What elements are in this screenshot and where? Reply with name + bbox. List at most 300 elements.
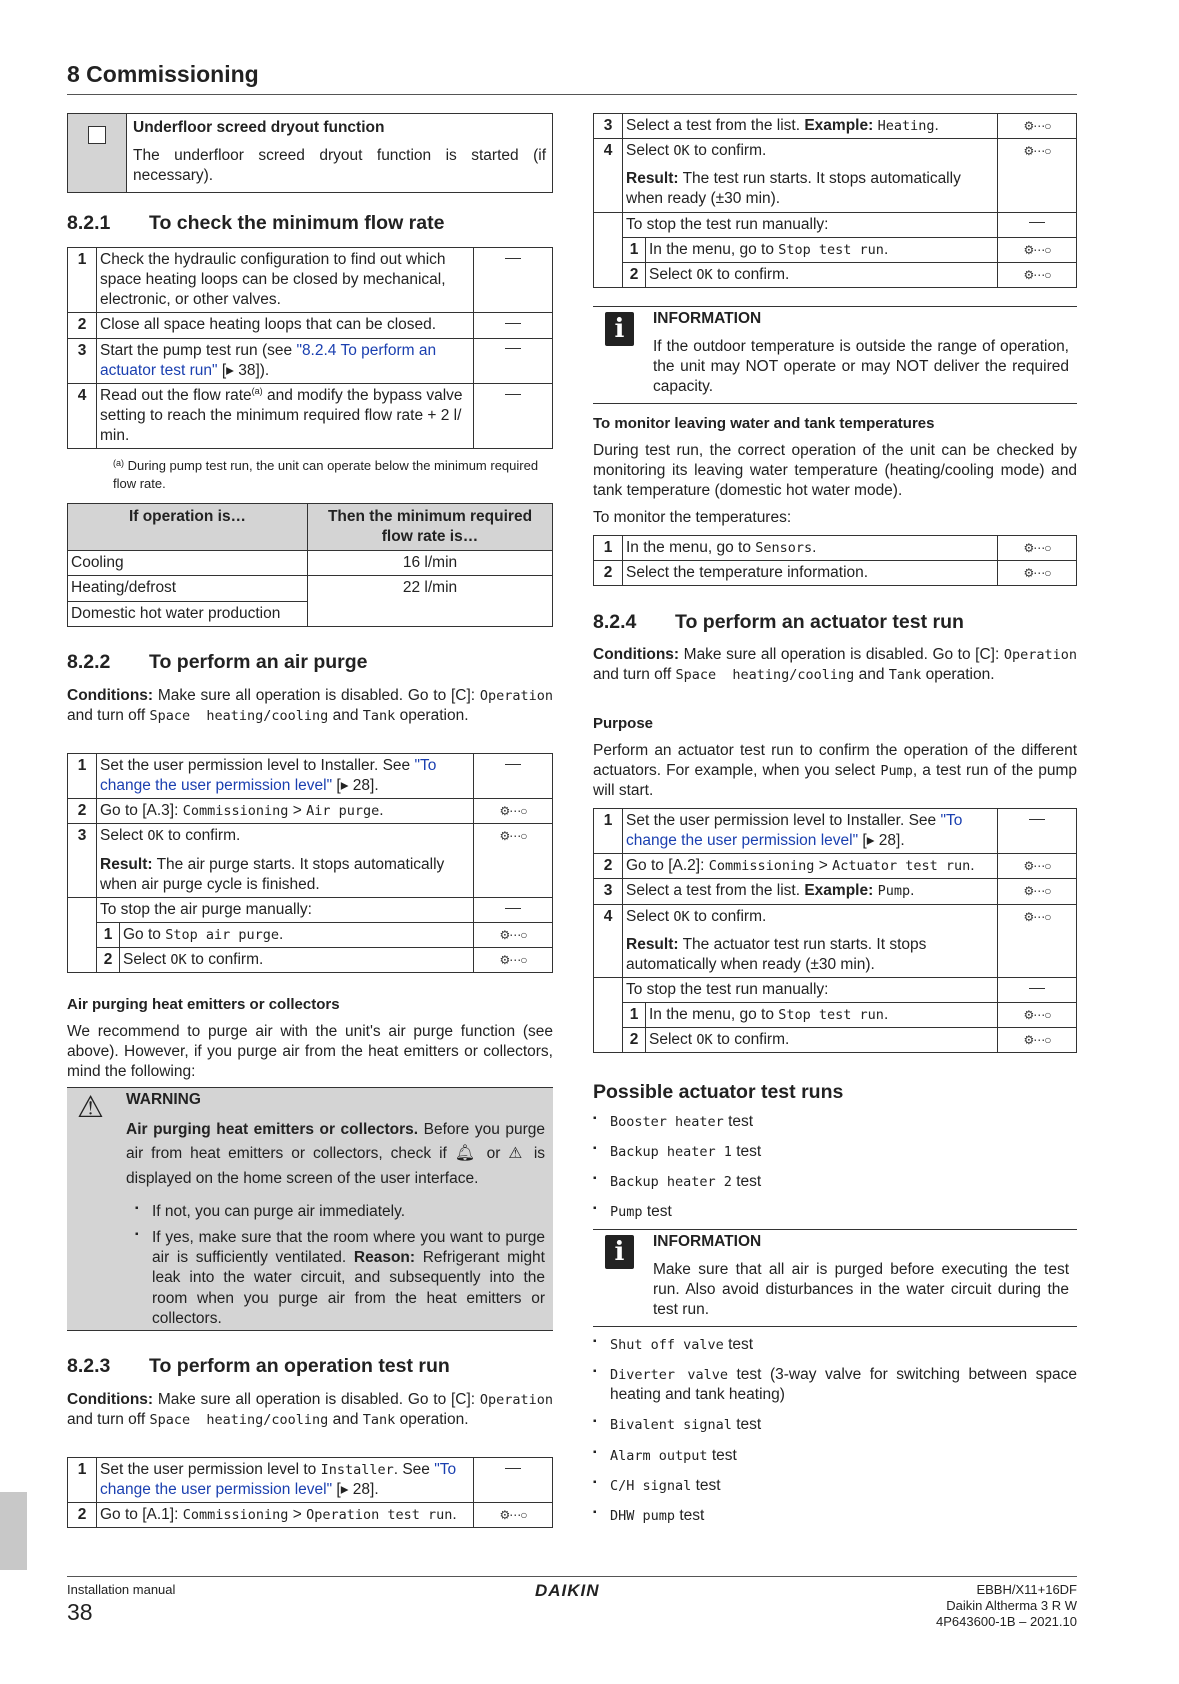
table-cell: 16 l/min: [308, 551, 553, 576]
menu-text: OK: [147, 828, 164, 845]
text-span: to confirm.: [712, 1031, 790, 1049]
warning-bullets: [135, 1202, 545, 1339]
dial-icon: ⚙⋯○: [1023, 267, 1051, 282]
sub-step-number: 2: [623, 262, 646, 287]
menu-text: DHW pump: [610, 1507, 676, 1524]
dial-icon: ⚙⋯○: [1023, 884, 1051, 899]
text-span: Before you purge air from heat emitters or collectors, check if: [126, 1121, 545, 1163]
ui-dial-cell: [998, 854, 1077, 879]
sub-step-number: 1: [623, 1003, 646, 1028]
flow-rate-steps-table: [67, 247, 553, 449]
text-span: Go to: [123, 925, 166, 943]
step-number: 1: [68, 1458, 97, 1503]
menu-text: Operation: [479, 688, 553, 704]
column-header: If operation is…: [68, 504, 308, 551]
sub-step-text: [120, 948, 474, 973]
text-span: Go to [A.3]:: [100, 802, 183, 820]
text-span: test: [731, 1143, 762, 1161]
information-box: [593, 1229, 1077, 1327]
text-span: Read out the flow rate: [100, 387, 252, 404]
ui-dial-cell: [474, 799, 553, 824]
text-span: to confirm.: [689, 142, 767, 160]
text-span: Select a test from the list.: [626, 117, 805, 134]
dash-icon: [505, 348, 521, 349]
text-span: .: [452, 1506, 457, 1524]
table-row: [594, 1028, 1077, 1053]
no-ui-cell: [998, 809, 1077, 854]
list-item: [593, 1142, 1077, 1162]
emitters-heading: Air purging heat emitters or collectors: [67, 996, 340, 1013]
step-number: 3: [68, 338, 97, 383]
purpose-heading: Purpose: [593, 715, 654, 732]
menu-text: Diverter valve: [610, 1367, 728, 1384]
text-span: . See: [393, 1461, 435, 1478]
menu-text: Backup heater 1: [610, 1144, 732, 1161]
result-text: The actuator test run starts. It stops automatically when ready (±30 min).: [626, 935, 927, 973]
text-span: test: [731, 1173, 762, 1191]
step-number: 3: [594, 114, 623, 139]
sub-step-number: 1: [97, 922, 120, 947]
no-ui-cell: [474, 313, 553, 338]
conditions-label: Conditions:: [593, 646, 680, 663]
monitor-text: During test run, the correct operation of the unit can be checked by monitoring its leaving water temperature (heating/cooling mode) and tank temperature (domestic hot water mode).: [593, 442, 1077, 500]
text-span: [▸ 38]).: [217, 361, 270, 379]
purpose-text: [593, 741, 1077, 801]
list-item: [593, 1172, 1077, 1192]
menu-text: OK: [673, 908, 690, 925]
table-cell: Cooling: [68, 551, 308, 576]
ui-dial-cell: [998, 114, 1077, 139]
dial-icon: ⚙⋯○: [1023, 541, 1051, 555]
dial-icon: ⚙⋯○: [499, 829, 527, 844]
checkbox-icon[interactable]: [88, 126, 106, 144]
section-number: 8.2.3: [67, 1355, 111, 1377]
menu-text: Heating: [877, 118, 935, 134]
ui-dial-cell: [998, 904, 1077, 977]
menu-text: Stop test run: [778, 241, 884, 258]
dash-icon: [505, 258, 521, 259]
step-text: [623, 879, 998, 904]
ui-dial-cell: [474, 922, 553, 947]
menu-text: Booster heater: [610, 1114, 724, 1130]
table-row: [594, 262, 1077, 287]
dash-icon: [505, 1468, 521, 1469]
table-row: [68, 799, 553, 824]
step-number: 4: [594, 139, 623, 212]
dash-icon: [1029, 988, 1045, 989]
table-row: [68, 1458, 553, 1503]
warning-text: [126, 1118, 545, 1191]
menu-text: Pump: [877, 883, 911, 900]
ui-dial-cell: [998, 262, 1077, 287]
step-number: 1: [594, 536, 623, 561]
sub-step-number: 1: [623, 237, 646, 262]
text-span: .: [379, 802, 384, 820]
dash-icon: [505, 394, 521, 395]
sub-step-number: 2: [97, 948, 120, 973]
step-number: 3: [68, 824, 97, 897]
list-item: [593, 1506, 1077, 1526]
step-text: [97, 1458, 474, 1503]
permission-link[interactable]: "To change the user permission level": [100, 1461, 457, 1499]
menu-text: Space heating/cooling: [149, 1412, 329, 1429]
menu-text: OK: [170, 952, 187, 969]
checkbox-cell: [68, 114, 127, 193]
table-cell: 22 l/min: [308, 576, 553, 626]
footer-rule: [67, 1576, 1077, 1577]
column-header: Then the minimum required flow rate is…: [308, 504, 553, 551]
info-text: Make sure that all air is purged before executing the test run. Also avoid disturbances in the water circuit during the test run.: [653, 1261, 1069, 1319]
table-row: [68, 754, 553, 799]
dial-icon: ⚙⋯○: [1023, 909, 1051, 924]
text-span: .: [934, 117, 939, 134]
menu-text: Backup heater 2: [610, 1174, 732, 1191]
table-row: [594, 879, 1077, 904]
table-cell: Heating/defrost: [68, 576, 308, 601]
footnote: [113, 457, 543, 492]
result-text: The air purge starts. It stops automatically when air purge cycle is finished.: [100, 855, 445, 893]
monitor-steps-table: [593, 535, 1077, 586]
text-span: and: [854, 666, 889, 684]
step-text: [97, 383, 474, 449]
menu-text: Commissioning: [708, 858, 815, 875]
menu-text: Tank: [888, 667, 922, 684]
table-row: [68, 824, 553, 897]
table-row: [594, 212, 1077, 237]
text-span: >: [288, 1506, 307, 1524]
text-span: is displayed on the home screen of the user interface.: [126, 1145, 546, 1187]
sub-step-text: [646, 1003, 998, 1028]
info-text: If the outdoor temperature is outside the range of operation, the unit may NOT operate or may NOT deliver the required capacity.: [653, 338, 1069, 396]
result-label: Result:: [626, 170, 679, 188]
result-label: Result:: [626, 935, 679, 953]
footnote-ref: (a): [251, 385, 263, 396]
text-span: Select: [649, 265, 697, 283]
list-item: ▪ If not, you can purge air immediately.: [135, 1202, 545, 1222]
table-row: [594, 1003, 1077, 1028]
text-span: operation.: [395, 707, 469, 725]
step-number: 4: [594, 904, 623, 977]
dial-icon: ⚙⋯○: [499, 953, 527, 968]
permission-link[interactable]: "To change the user permission level": [100, 757, 437, 795]
no-ui-cell: [474, 1458, 553, 1503]
dial-icon: ⚙⋯○: [1023, 242, 1051, 257]
dial-icon: ⚙⋯○: [1023, 144, 1051, 159]
table-row: [68, 551, 553, 576]
text-span: Make sure all operation is disabled. Go to [C]:: [153, 687, 480, 704]
list-item: [593, 1335, 1077, 1355]
table-row: [594, 536, 1077, 561]
sub-step-text: [646, 262, 998, 287]
step-number: 3: [594, 879, 623, 904]
text-span: test: [723, 1336, 754, 1353]
text-span: to confirm.: [186, 951, 264, 969]
dash-icon: [505, 764, 521, 765]
text-span: and: [328, 707, 363, 725]
footer-doc-id: 4P643600-1B – 2021.10: [936, 1614, 1077, 1629]
text-span: to confirm.: [163, 827, 241, 845]
text-span: Select: [626, 907, 674, 925]
dial-icon: ⚙⋯○: [1023, 119, 1051, 133]
table-row: [68, 338, 553, 383]
step-text: [97, 338, 474, 383]
text-span: Select: [649, 1031, 697, 1049]
text-span: Select a test from the list.: [626, 882, 805, 900]
text-span: .: [970, 857, 975, 875]
table-row: [594, 854, 1077, 879]
actuator-test-link[interactable]: "8.2.4 To perform an actuator test run": [100, 341, 437, 379]
dial-icon: ⚙⋯○: [499, 1508, 527, 1523]
menu-text: OK: [696, 1032, 713, 1049]
test-runs-list-1: [593, 1112, 1077, 1233]
sub-step-text: [120, 922, 474, 947]
text-span: In the menu, go to: [649, 1006, 779, 1024]
step-number: 1: [68, 248, 97, 313]
step-number: 1: [594, 809, 623, 854]
dial-icon: ⚙⋯○: [1023, 1008, 1051, 1023]
screed-content: [127, 114, 553, 193]
menu-text: Commissioning: [182, 1507, 289, 1524]
ui-dial-cell: [998, 1003, 1077, 1028]
text-span: Make sure all operation is disabled. Go to [C]:: [153, 1391, 480, 1408]
text-span: test: [731, 1416, 762, 1434]
text-span: test: [675, 1506, 705, 1524]
text-span: and modify the bypass valve setting to reach the minimum required flow rate + 2 l/ min.: [100, 387, 463, 445]
ui-dial-cell: [998, 1028, 1077, 1053]
info-title: INFORMATION: [653, 310, 762, 327]
no-ui-cell: [474, 338, 553, 383]
menu-text: Space heating/cooling: [149, 708, 329, 725]
text-span: and turn off: [67, 707, 150, 725]
step-text: [623, 114, 998, 139]
text-span: Make sure all operation is disabled. Go to [C]:: [679, 646, 1004, 663]
brand-logo: DAIKIN: [535, 1581, 600, 1600]
step-number: 2: [68, 1503, 97, 1528]
ui-dial-cell: [998, 237, 1077, 262]
step-text: Select the temperature information.: [623, 561, 998, 586]
text-span: [▸ 28].: [332, 777, 379, 795]
conditions-label: Conditions:: [67, 687, 154, 704]
result-text: The test run starts. It stops automatically when ready (±30 min).: [626, 170, 961, 208]
text-span: operation.: [921, 666, 995, 684]
text-span: .: [812, 539, 817, 556]
text-span: Go to [A.2]:: [626, 857, 709, 875]
table-cell: Domestic hot water production: [68, 601, 308, 626]
list-item: [593, 1415, 1077, 1435]
text-span: test (3-way valve for switching between space heating and tank heating): [610, 1366, 1078, 1404]
warning-bold: Air purging heat emitters or collectors.: [126, 1121, 419, 1138]
text-span: Perform an actuator test run to confirm the operation of the different actuators. For example, when you select: [593, 742, 1077, 780]
ui-dial-cell: [998, 536, 1077, 561]
screed-table: [67, 113, 553, 193]
step-text: [97, 754, 474, 799]
text-span: .: [883, 1006, 889, 1024]
test-runs-list-2: [593, 1335, 1077, 1536]
table-row: [594, 561, 1077, 586]
menu-text: Pump: [880, 763, 913, 780]
step-text: [623, 139, 998, 212]
no-ui-cell: [474, 248, 553, 313]
list-item: [135, 1228, 545, 1329]
menu-text: Actuator test run: [832, 858, 971, 875]
information-box: [593, 306, 1077, 404]
step-text: [623, 536, 998, 561]
side-tab: [0, 1492, 27, 1570]
table-row: [594, 977, 1077, 1002]
text-span: Select: [626, 142, 674, 160]
footer-model: EBBH/X11+16DF: [976, 1582, 1077, 1597]
example-label: Example:: [804, 117, 874, 134]
table-row: [594, 904, 1077, 977]
section-title: To perform an operation test run: [149, 1355, 450, 1377]
monitor-lead: To monitor the temperatures:: [593, 509, 792, 526]
dash-icon: [505, 908, 521, 909]
sub-step-text: [646, 237, 998, 262]
ui-dial-cell: [998, 561, 1077, 586]
dial-icon: ⚙⋯○: [1023, 859, 1051, 874]
table-row: [68, 576, 553, 601]
text-span: If yes, make sure that the room where you want to purge air is sufficiently ventilated.: [152, 1229, 545, 1267]
text-span: test: [642, 1203, 672, 1221]
reason-label: Reason:: [353, 1249, 416, 1267]
menu-text: Bivalent signal: [610, 1417, 732, 1434]
flow-rate-table: [67, 503, 553, 627]
step-number-blank: [594, 977, 623, 1052]
menu-text: Sensors: [755, 540, 813, 556]
caution-icon: ⚠: [508, 1145, 526, 1163]
menu-text: Operation: [1003, 647, 1077, 663]
step-text: [623, 904, 998, 977]
list-item: [593, 1202, 1077, 1222]
text-span: Set the user permission level to: [100, 1461, 321, 1478]
menu-text: Pump: [610, 1204, 643, 1221]
step-text: [623, 854, 998, 879]
table-row: [68, 1503, 553, 1528]
bell-icon: 🔔︎: [454, 1145, 479, 1163]
text-span: In the menu, go to: [649, 240, 779, 258]
step-number: 2: [68, 313, 97, 338]
actuator-test-steps-table: [593, 808, 1077, 1053]
text-span: .: [910, 882, 915, 900]
dial-icon: ⚙⋯○: [1023, 1033, 1051, 1048]
section-8-2-3-heading: [67, 1354, 450, 1379]
step-number: 2: [68, 799, 97, 824]
menu-text: OK: [696, 266, 713, 283]
step-number: 1: [68, 754, 97, 799]
air-purge-conditions: [67, 686, 553, 726]
section-title: To perform an actuator test run: [675, 611, 964, 633]
info-icon: i: [605, 312, 634, 346]
section-8-2-2-heading: [67, 650, 368, 675]
text-span: to confirm.: [712, 265, 790, 283]
footer-product: Daikin Altherma 3 R W: [946, 1598, 1077, 1613]
list-item: [593, 1112, 1077, 1132]
text-span: .: [279, 925, 284, 943]
table-row: [68, 948, 553, 973]
no-ui-cell: [474, 383, 553, 449]
step-number: 2: [594, 561, 623, 586]
stop-text: To stop the test run manually:: [623, 212, 998, 237]
example-label: Example:: [804, 882, 874, 900]
dial-icon: ⚙⋯○: [499, 927, 527, 942]
menu-text: Commissioning: [182, 803, 289, 820]
info-title: INFORMATION: [653, 1233, 762, 1250]
menu-text: OK: [673, 143, 690, 160]
text-span: or: [478, 1145, 509, 1163]
text-span: Set the user permission level to Installer. See: [626, 812, 941, 829]
table-header-row: [68, 504, 553, 551]
text-span: >: [814, 857, 833, 875]
warning-icon: ⚠: [77, 1091, 104, 1124]
menu-text: C/H signal: [610, 1477, 692, 1494]
menu-text: Shut off valve: [610, 1337, 724, 1353]
list-item: [593, 1446, 1077, 1466]
text-span: and turn off: [67, 1411, 150, 1429]
air-purge-steps-table: [67, 753, 553, 973]
section-8-2-4-heading: [593, 610, 964, 635]
screed-title: Underfloor screed dryout function: [133, 119, 385, 136]
section-8-2-1-heading: [67, 211, 444, 236]
result-label: Result:: [100, 855, 153, 873]
step-number: 2: [594, 854, 623, 879]
no-ui-cell: [474, 897, 553, 922]
table-row: [68, 313, 553, 338]
ui-dial-cell: [474, 948, 553, 973]
menu-text: Installer: [320, 1462, 394, 1478]
text-span: , a test run of the pump will start.: [593, 762, 1077, 800]
text-span: [▸ 28].: [332, 1481, 379, 1499]
text-span: .: [883, 240, 889, 258]
screed-text: The underfloor screed dryout function is started (if necessary).: [133, 147, 546, 185]
text-span: operation.: [395, 1411, 469, 1429]
step-text: Close all space heating loops that can be closed.: [97, 313, 474, 338]
no-ui-cell: [474, 754, 553, 799]
text-span: test: [691, 1476, 721, 1494]
step-number: 4: [68, 383, 97, 449]
no-ui-cell: [998, 977, 1077, 1002]
stop-text: To stop the air purge manually:: [97, 897, 474, 922]
step-text: Check the hydraulic configuration to find out which space heating loops can be closed by mechanical, electronic, or other valves.: [97, 248, 474, 313]
text-span: Start the pump test run (see: [100, 341, 297, 359]
step-text: [97, 799, 474, 824]
dash-icon: [505, 323, 521, 324]
no-ui-cell: [998, 212, 1077, 237]
emitters-text: We recommend to purge air with the unit's air purge function (see above). However, if you purge air from the heat emitters or collectors, mind the following:: [67, 1023, 553, 1081]
section-number: 8.2.4: [593, 611, 637, 633]
ui-dial-cell: [998, 139, 1077, 212]
step-number-blank: [68, 897, 97, 972]
menu-text: Tank: [362, 708, 396, 725]
text-span: Select: [100, 827, 148, 845]
menu-text: Tank: [362, 1412, 396, 1429]
page-title: 8 Commissioning: [67, 60, 1077, 95]
text-span: In the menu, go to: [626, 539, 756, 556]
menu-text: Alarm output: [610, 1447, 708, 1464]
operation-test-steps-right: [593, 113, 1077, 288]
table-row: [68, 922, 553, 947]
dash-icon: [1029, 819, 1045, 820]
permission-link[interactable]: "To change the user permission level": [626, 812, 963, 850]
ui-dial-cell: [474, 824, 553, 897]
ui-dial-cell: [474, 1503, 553, 1528]
footnote-mark: (a): [113, 458, 124, 468]
step-number-blank: [594, 212, 623, 287]
text-span: Set the user permission level to Installer. See: [100, 757, 415, 774]
table-row: [594, 237, 1077, 262]
section-number: 8.2.1: [67, 212, 111, 234]
table-row: [68, 897, 553, 922]
page-number: 38: [67, 1599, 93, 1625]
